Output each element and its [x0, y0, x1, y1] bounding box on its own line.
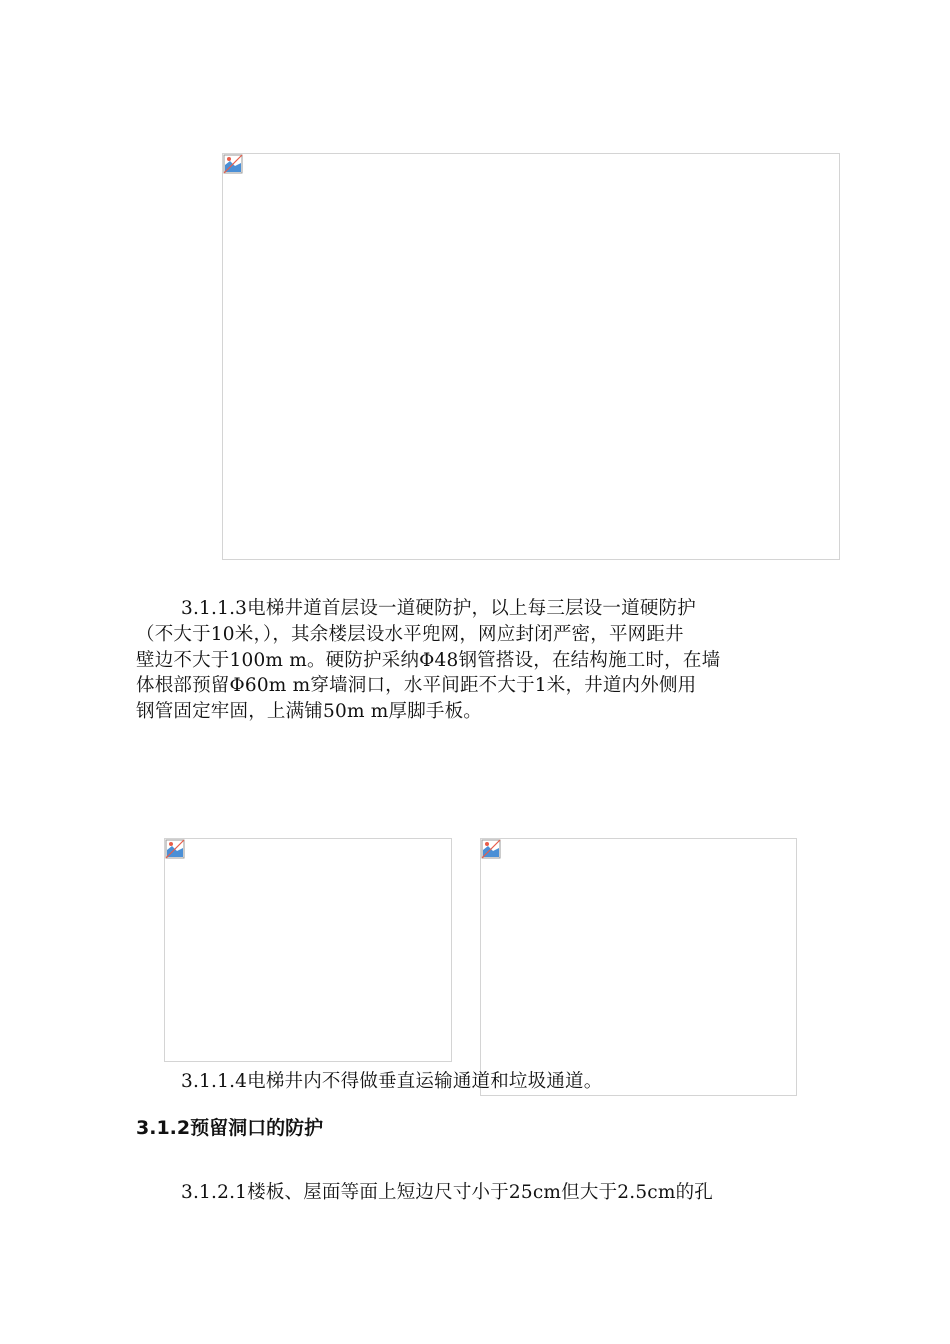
paragraph-3-1-1-3-line-3: 壁边不大于100m m。硬防护采纳Φ48钢管搭设，在结构施工时，在墙 [136, 650, 721, 671]
paragraph-3-1-1-3-line-4: 体根部预留Φ60m m穿墙洞口，水平间距不大于1米，井道内外侧用 [136, 675, 697, 696]
paragraph-3-1-1-3-line-5: 钢管固定牢固，上满铺50m m厚脚手板。 [136, 701, 483, 722]
broken-image-icon [165, 839, 185, 859]
paragraph-3-1-1-4: 3.1.1.4电梯井内不得做垂直运输通道和垃圾通道。 [181, 1071, 603, 1092]
figure-image-left [164, 838, 452, 1062]
broken-image-icon [223, 154, 243, 174]
section-heading-3-1-2: 3.1.2预留洞口的防护 [136, 1117, 324, 1139]
paragraph-3-1-2-1: 3.1.2.1楼板、屋面等面上短边尺寸小于25cm但大于2.5cm的孔 [181, 1182, 713, 1203]
paragraph-3-1-1-3-line-2: （不大于10米，），其余楼层设水平兜网，网应封闭严密，平网距井 [136, 624, 684, 645]
figure-image-right [480, 838, 797, 1096]
paragraph-3-1-1-3-line-1: 3.1.1.3电梯井道首层设一道硬防护，以上每三层设一道硬防护 [181, 598, 696, 619]
broken-image-icon [481, 839, 501, 859]
figure-image-top [222, 153, 840, 560]
